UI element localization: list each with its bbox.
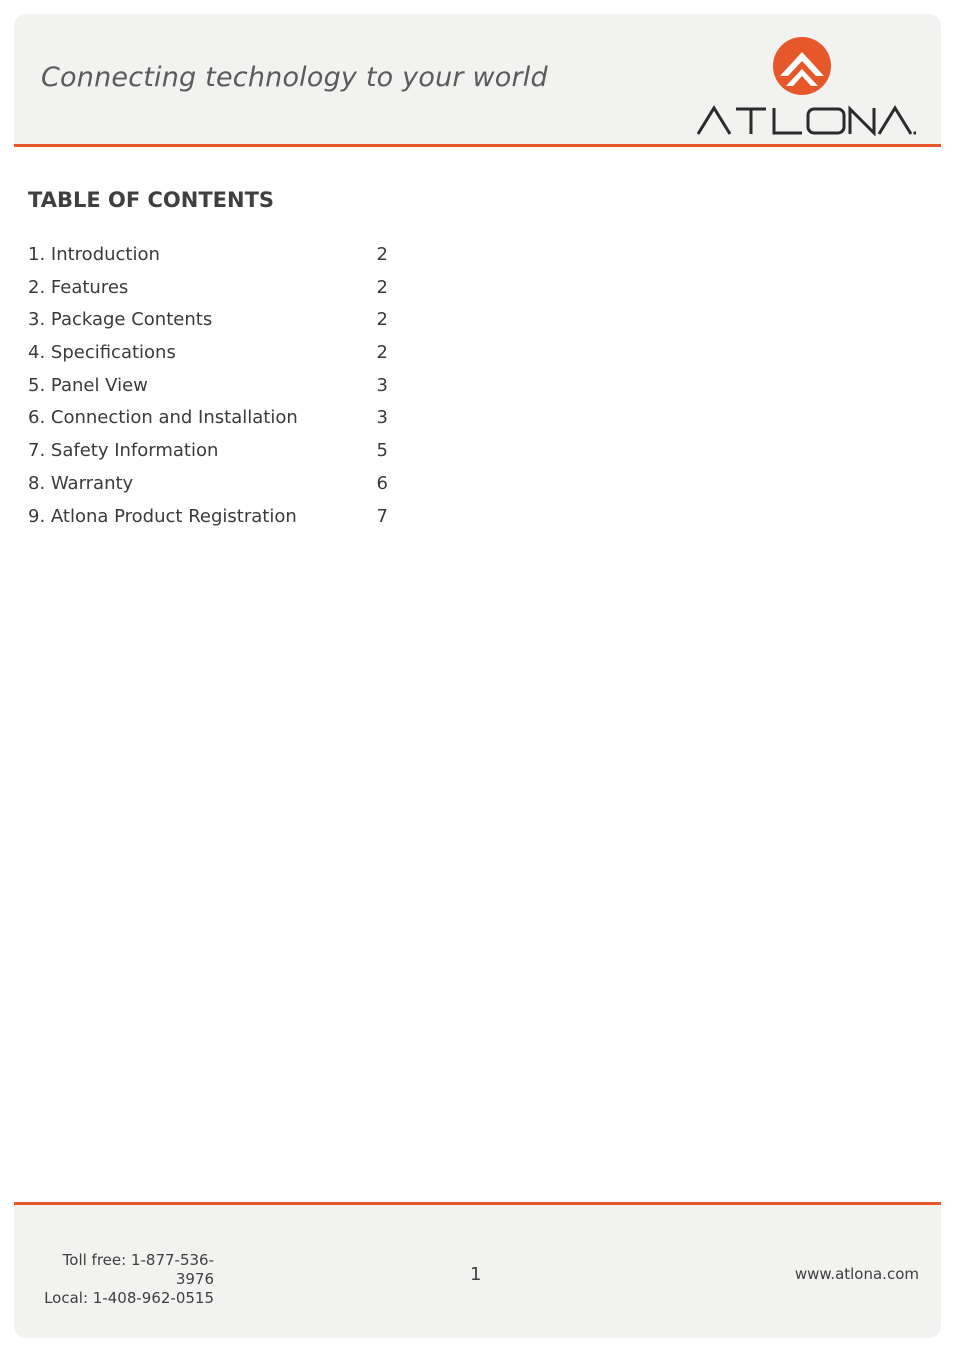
toc-entry-label: 8. Warranty	[28, 472, 134, 494]
toc-entry-label: 6. Connection and Installation	[28, 407, 298, 429]
toc-entry-page: 2	[376, 342, 388, 364]
toc-entry-label: 2. Features	[28, 276, 129, 298]
toc-entry[interactable]	[28, 309, 388, 342]
toc-entry-page: 2	[376, 276, 388, 298]
toc-entry[interactable]	[28, 375, 388, 408]
toc-entry-label: 5. Panel View	[28, 374, 148, 396]
toc-entry-page: 5	[376, 440, 388, 462]
page-number: 1	[470, 1264, 482, 1285]
toc-entry[interactable]	[28, 506, 388, 539]
toll-free-number: Toll free: 1-877-536-3976	[62, 1251, 214, 1288]
toc-entry-page: 6	[376, 472, 388, 494]
page-header	[14, 14, 941, 147]
toc-entry[interactable]	[28, 440, 388, 473]
local-number: Local: 1-408-962-0515	[44, 1289, 214, 1307]
page-footer	[14, 1202, 941, 1338]
toc-entry-label: 9. Atlona Product Registration	[28, 505, 297, 527]
toc-entry[interactable]	[28, 342, 388, 375]
toc-title: TABLE OF CONTENTS	[28, 188, 275, 212]
toc-list	[28, 244, 388, 538]
contact-info	[34, 1251, 214, 1308]
toc-entry-label: 7. Safety Information	[28, 440, 219, 462]
toc-entry-label: 1. Introduction	[28, 244, 160, 265]
website-link[interactable]: www.atlona.com	[794, 1265, 919, 1283]
toc-entry-label: 4. Specifications	[28, 342, 176, 364]
toc-entry[interactable]	[28, 473, 388, 506]
atlona-logo	[696, 32, 916, 137]
toc-entry-page: 3	[376, 407, 388, 429]
toc-entry[interactable]	[28, 407, 388, 440]
toc-entry[interactable]	[28, 277, 388, 310]
toc-entry-page: 2	[376, 244, 388, 265]
toc-entry-page: 2	[376, 309, 388, 331]
toc-entry-page: 7	[376, 505, 388, 527]
atlona-chevron-logo-icon	[772, 36, 832, 96]
atlona-wordmark	[696, 104, 916, 136]
toc-entry[interactable]	[28, 244, 388, 277]
header-tagline: Connecting technology to your world	[41, 62, 548, 93]
toc-entry-label: 3. Package Contents	[28, 309, 213, 331]
toc-entry-page: 3	[376, 374, 388, 396]
